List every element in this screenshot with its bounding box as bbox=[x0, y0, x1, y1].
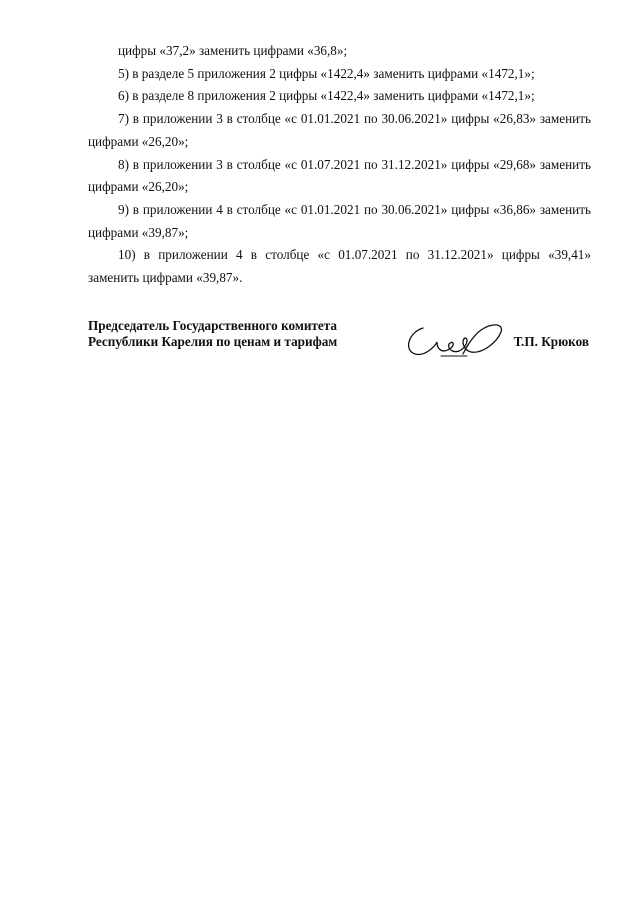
amendment-item-5: 5) в разделе 5 приложения 2 цифры «1422,4» заменить цифрами «1472,1»; bbox=[118, 65, 535, 81]
amendment-item-8: 8) в приложении 3 в столбце «с 01.07.2021 по 31.12.2021» цифры «29,68» заменить цифрами «26,20»; bbox=[88, 156, 591, 195]
amendment-item-9: 9) в приложении 4 в столбце «с 01.01.2021 по 30.06.2021» цифры «36,86» заменить цифрами «39,87»; bbox=[88, 201, 591, 240]
amendments-text bbox=[88, 40, 591, 290]
signatory-name: Т.П. Крюков bbox=[513, 334, 589, 349]
amendment-item-7: 7) в приложении 3 в столбце «с 01.01.2021 по 30.06.2021» цифры «26,83» заменить цифрами «26,20»; bbox=[88, 111, 591, 149]
amendment-continuation: цифры «37,2» заменить цифрами «36,8»; bbox=[118, 43, 348, 58]
signature-block bbox=[88, 318, 591, 368]
amendment-item-6: 6) в разделе 8 приложения 2 цифры «1422,4» заменить цифрами «1472,1»; bbox=[118, 88, 535, 104]
signatory-title-line2: Республики Карелия по ценам и тарифам bbox=[88, 334, 338, 349]
amendment-item-10: 10) в приложении 4 в столбце «с 01.07.2021 по 31.12.2021» цифры «39,41» заменить цифрами «39,87». bbox=[88, 247, 591, 286]
signatory-title bbox=[88, 318, 337, 350]
signatory-title-line1: Председатель Государственного комитета bbox=[88, 318, 337, 333]
handwritten-signature bbox=[401, 320, 511, 366]
